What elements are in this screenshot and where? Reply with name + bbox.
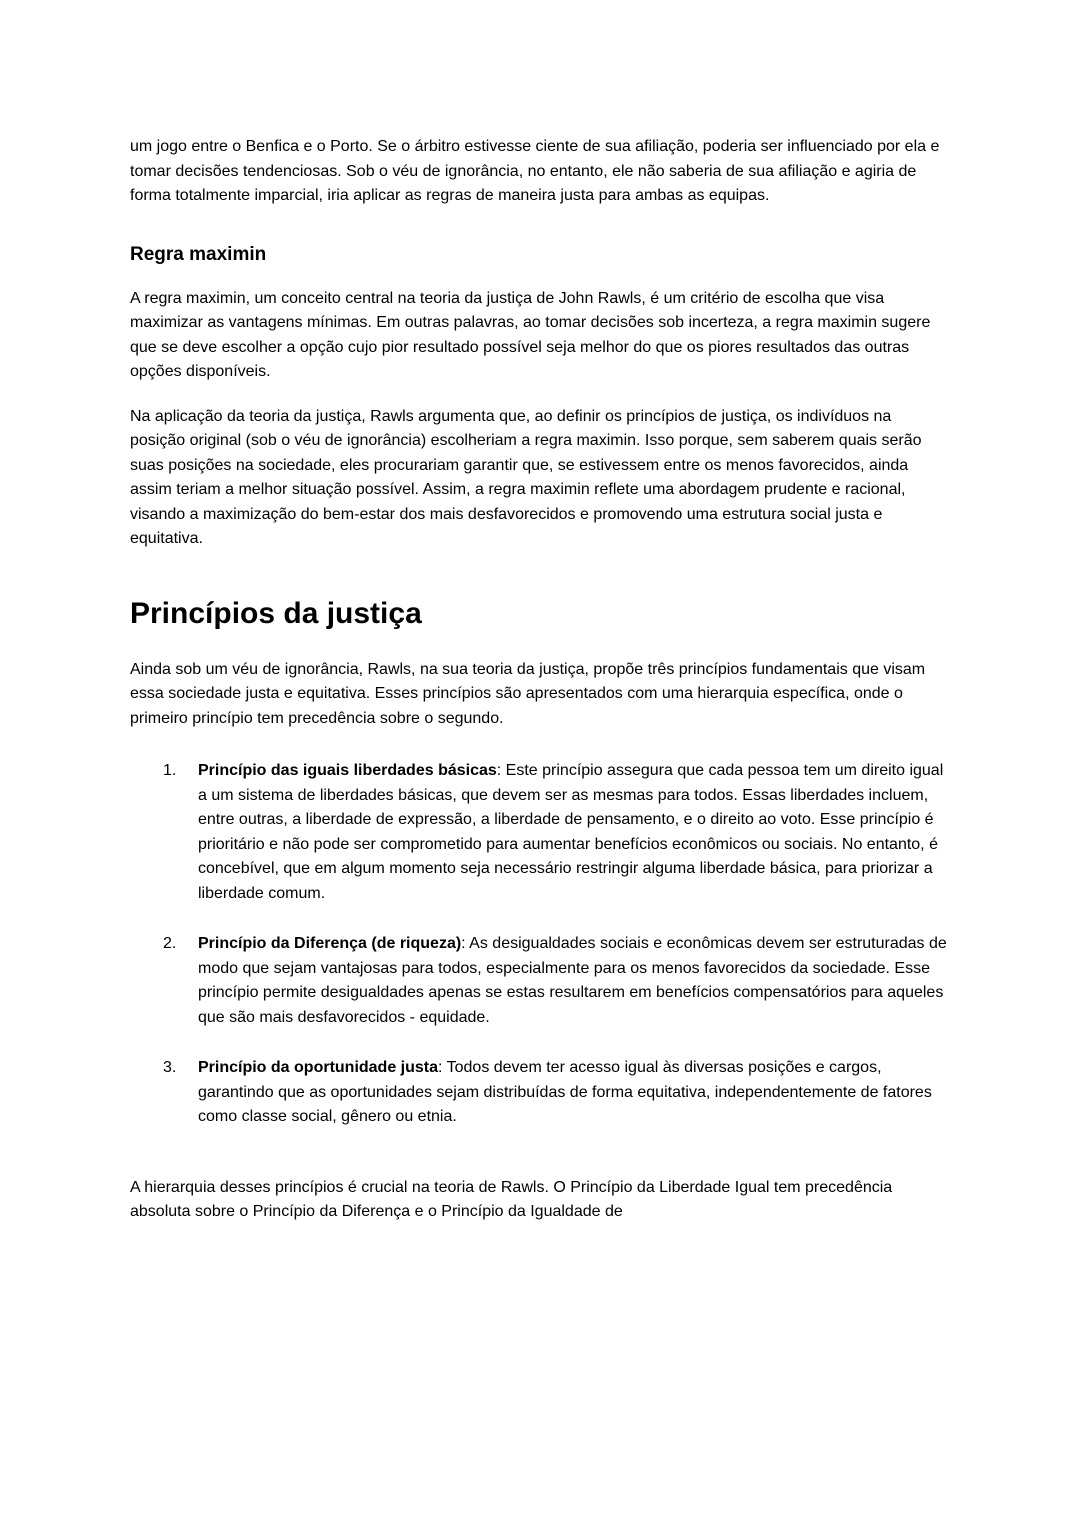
list-item <box>130 1056 947 1130</box>
principles-list <box>130 759 947 1130</box>
list-item <box>130 759 947 906</box>
paragraph-maximin-1: A regra maximin, um conceito central na teoria da justiça de John Rawls, é um critério de escolha que visa maximizar as vantagens mínimas. Em outras palavras, ao tomar decisões sob incerteza, a regra maximin sugere que se deve escolher a opção cujo pior resultado possível seja melhor do que os piores resultados das outras opções disponíveis. <box>130 289 931 380</box>
list-item-number: 1. <box>163 762 177 779</box>
list-item-body <box>198 1056 947 1130</box>
document-body <box>130 135 947 1225</box>
list-item-title: Princípio da oportunidade justa <box>198 1059 439 1076</box>
list-item-body <box>198 932 947 1030</box>
list-item-number: 2. <box>163 935 177 952</box>
list-item-body <box>198 759 947 906</box>
paragraph-maximin-2: Na aplicação da teoria da justiça, Rawls argumenta que, ao definir os princípios de justiça, os indivíduos na posição original (sob o véu de ignorância) escolheriam a regra maximin. Isso porque, sem saberem quais serão suas posições na sociedade, eles procurariam garantir que, se estivessem entre os menos favorecidos, ainda assim teriam a melhor situação possível. Assim, a regra maximin reflete uma abordagem prudente e racional, visando a maximização do bem-estar dos mais desfavorecidos e promovendo uma estrutura social justa e equitativa. <box>130 407 922 547</box>
list-item-number: 3. <box>163 1059 177 1076</box>
list-item-text: : Todos devem ter acesso igual às diversas posições e cargos, garantindo que as oportunidades sejam distribuídas de forma equitativa, independentemente de fatores como classe social, gênero ou etnia. <box>198 1059 932 1125</box>
paragraph-principles-outro: A hierarquia desses princípios é crucial na teoria de Rawls. O Princípio da Liberdade Igual tem precedência absoluta sobre o Princípio da Diferença e o Princípio da Igualdade de <box>130 1178 893 1220</box>
list-item-text: : Este princípio assegura que cada pessoa tem um direito igual a um sistema de liberdades básicas, que devem ser as mesmas para todos. Essas liberdades incluem, entre outras, a liberdade de expressão, a liberdade de pensamento, e o direito ao voto. Esse princípio é prioritário e não pode ser comprometido para aumentar benefícios econômicos ou sociais. No entanto, é concebível, que em algum momento seja necessário restringir alguma liberdade básica, para priorizar a liberdade comum. <box>198 762 944 902</box>
list-item-title: Princípio da Diferença (de riqueza) <box>198 935 462 952</box>
heading-regra-maximin: Regra maximin <box>130 243 267 265</box>
list-item-title: Princípio das iguais liberdades básicas <box>198 762 497 779</box>
paragraph-principles-intro: Ainda sob um véu de ignorância, Rawls, na sua teoria da justiça, propõe três princípios fundamentais que visam essa sociedade justa e equitativa. Esses princípios são apresentados com uma hierarquia específica, onde o primeiro princípio tem precedência sobre o segundo. <box>130 660 926 727</box>
list-item-text: : As desigualdades sociais e econômicas devem ser estruturadas de modo que sejam vantajosas para todos, especialmente para os menos favorecidos da sociedade. Esse princípio permite desigualdades apenas se estas resultarem em benefícios compensatórios para aqueles que são mais desfavorecidos - equidade. <box>198 935 947 1026</box>
list-item <box>130 932 947 1030</box>
heading-principios-da-justica: Princípios da justiça <box>130 596 422 630</box>
paragraph-continuation: um jogo entre o Benfica e o Porto. Se o árbitro estivesse ciente de sua afiliação, poderia ser influenciado por ela e tomar decisões tendenciosas. Sob o véu de ignorância, no entanto, ele não saberia de sua afiliação e agiria de forma totalmente imparcial, iria aplicar as regras de maneira justa para ambas as equipas. <box>130 138 940 204</box>
